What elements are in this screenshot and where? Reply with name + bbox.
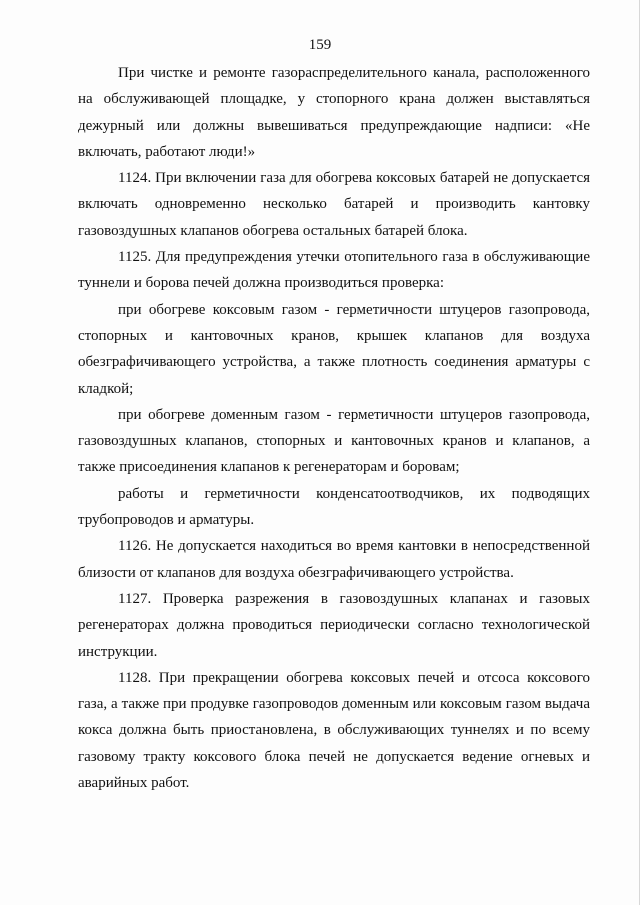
paragraph-blast-gas-heating: при обогреве доменным газом - герметичности штуцеров газопровода, газовоздушных клапанов, стопорных и кантовочных кранов и клапанов, а также присоединения клапанов к регенераторам и боровам; (78, 406, 590, 476)
paragraph-condensate-traps: работы и герметичности конденсатоотводчиков, их подводящих трубопроводов и арматуры. (78, 485, 590, 529)
document-body (78, 60, 590, 796)
paragraph-1125: 1125. Для предупреждения утечки отопительного газа в обслуживающие туннели и борова печей должна производиться проверка: (78, 249, 590, 292)
paragraph-cleaning-repair: При чистке и ремонте газораспределительного канала, расположенного на обслуживающей площадке, у стопорного крана должен выставляться дежурный или должны вывешиваться предупреждающие надписи: «Не включать, работают люди!» (78, 65, 590, 160)
paragraph-1128: 1128. При прекращении обогрева коксовых печей и отсоса коксового газа, а также при продувке газопроводов доменным или коксовым газом выдача кокса должна быть приостановлена, в обслуживающих туннелях и по всему газовому тракту коксового блока печей не допускается ведение огневых и аварийных работ. (78, 669, 590, 792)
paragraph-1124: 1124. При включении газа для обогрева коксовых батарей не допускается включать одновременно несколько батарей и производить кантовку газовоздушных клапанов обогрева остальных батарей блока. (78, 170, 590, 239)
paragraph-1126: 1126. Не допускается находиться во время кантовки в непосредственной близости от клапанов для воздуха обезграфичивающего устройства. (78, 538, 590, 581)
page-number: 159 (308, 37, 332, 53)
paragraph-1127: 1127. Проверка разрежения в газовоздушных клапанах и газовых регенераторах должна проводиться периодически согласно технологической инструкции. (78, 590, 590, 660)
paragraph-coke-gas-heating: при обогреве коксовым газом - герметичности штуцеров газопровода, стопорных и кантовочных кранов, крышек клапанов для воздуха обезграфичивающего устройства, а также плотность соединения арматуры с кладкой; (78, 301, 590, 397)
